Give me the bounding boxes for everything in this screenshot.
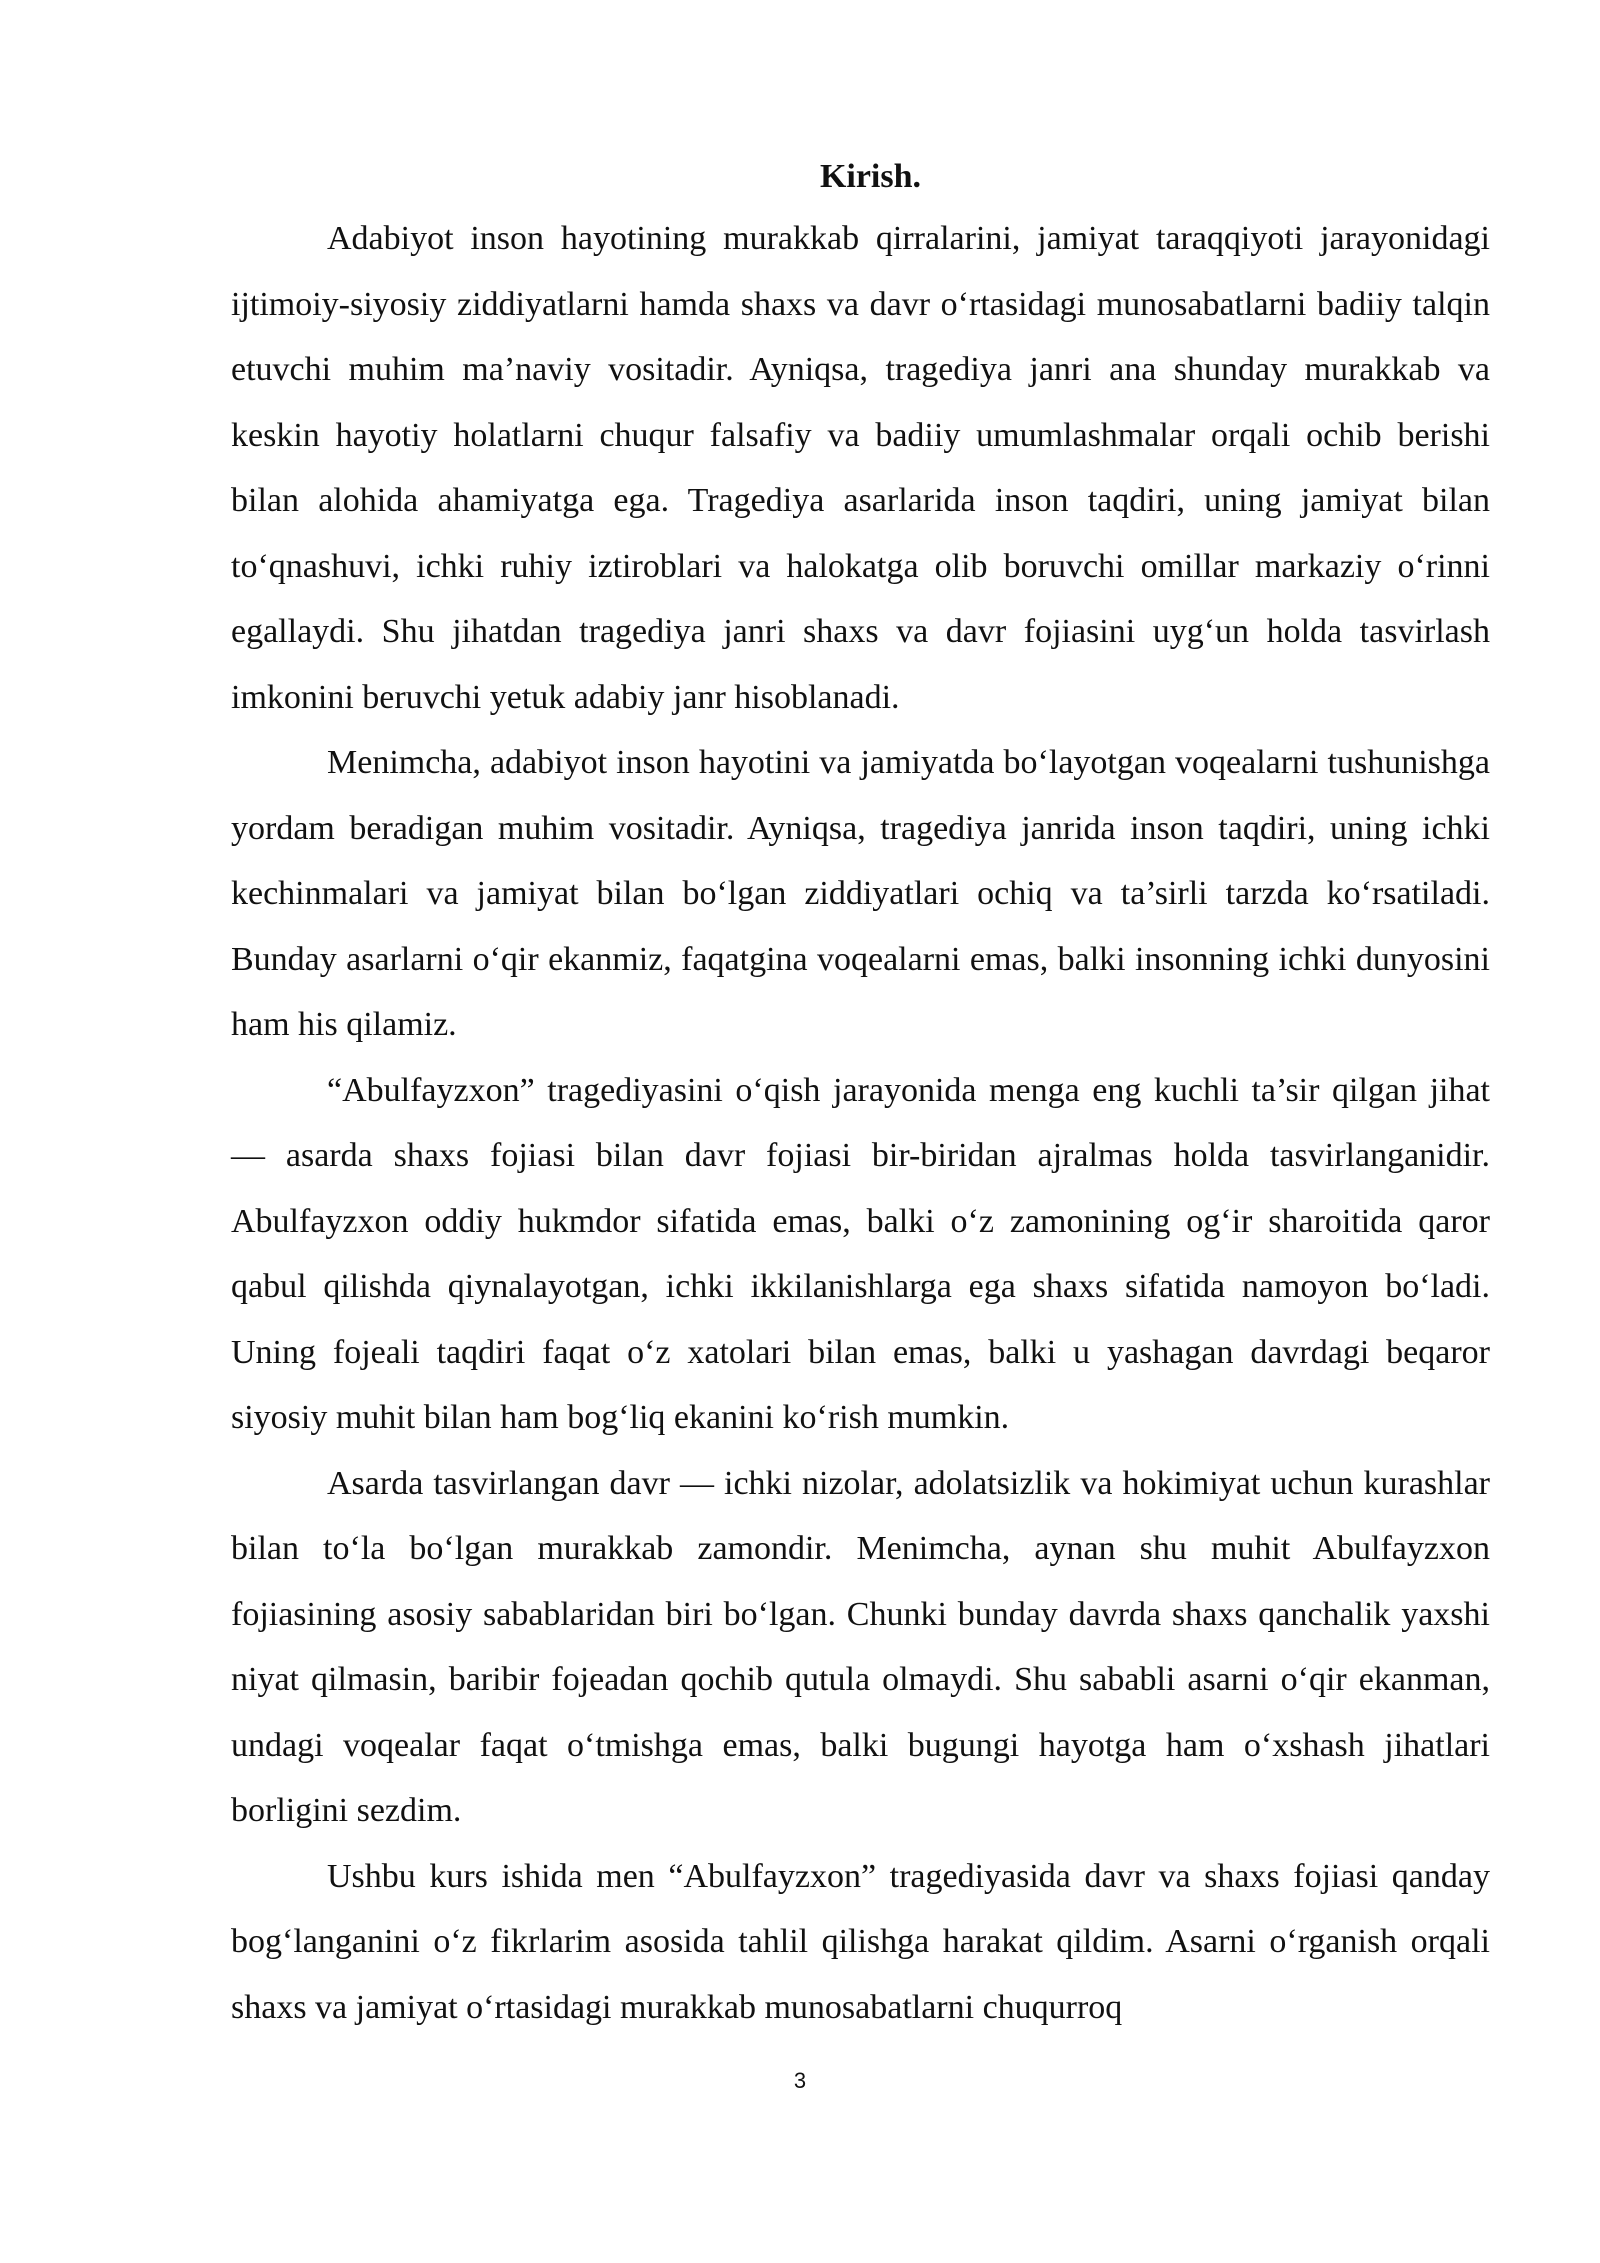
paragraph-4: Asarda tasvirlangan davr — ichki nizolar, adolatsizlik va hokimiyat uchun kurashlar bilan to‘la bo‘lgan murakkab zamondir. Menimcha, aynan shu muhit Abulfayzxon fojiasining asosiy sabablaridan biri bo‘lgan. Chunki bunday davrda shaxs qanchalik yaxshi niyat qilmasin, baribir fojeadan qochib qutula olmaydi. Shu sababli asarni o‘qir ekanman, undagi voqealar faqat o‘tmishga emas, balki bugungi hayotga ham o‘xshash jihatlari borligini sezdim.	[231, 1464, 1490, 1829]
paragraph-1: Adabiyot inson hayotining murakkab qirralarini, jamiyat taraqqiyoti jarayonidagi ijtimoiy-siyosiy ziddiyatlarni hamda shaxs va davr o‘rtasidagi munosabatlarni badiiy talqin etuvchi muhim ma’naviy vositadir. Ayniqsa, tragediya janri ana shunday murakkab va keskin hayotiy holatlarni chuqur falsafiy va badiiy umumlashmalar orqali ochib berishi bilan alohida ahamiyatga ega. Tragediya asarlarida inson taqdiri, uning jamiyat bilan to‘qnashuvi, ichki ruhiy iztiroblari va halokatga olib boruvchi omillar markaziy o‘rinni egallaydi. Shu jihatdan tragediya janri shaxs va davr fojiasini uyg‘un holda tasvirlash imkonini beruvchi yetuk adabiy janr hisoblanadi.	[231, 220, 1490, 716]
paragraph-3: “Abulfayzxon” tragediyasini o‘qish jarayonida menga eng kuchli ta’sir qilgan jihat — asarda shaxs fojiasi bilan davr fojiasi bir-biridan ajralmas holda tasvirlanganidir. Abulfayzxon oddiy hukmdor sifatida emas, balki o‘z zamonining og‘ir sharoitida qaror qabul qilishda qiynalayotgan, ichki ikkilanishlarga ega shaxs sifatida namoyon bo‘ladi. Uning fojeali taqdiri faqat o‘z xatolari bilan emas, balki u yashagan davrdagi beqaror siyosiy muhit bilan ham bog‘liq ekanini ko‘rish mumkin.	[231, 1071, 1490, 1436]
page-number: 3	[793, 2068, 807, 2093]
section-title: Kirish.	[819, 158, 922, 195]
page-body	[231, 148, 1490, 2040]
paragraph-5: Ushbu kurs ishida men “Abulfayzxon” tragediyasida davr va shaxs fojiasi qanday bog‘langanini o‘z fikrlarim asosida tahlil qilishga harakat qildim. Asarni o‘rganish orqali shaxs va jamiyat o‘rtasidagi murakkab munosabatlarni chuqurroq	[231, 1857, 1490, 2026]
paragraph-2: Menimcha, adabiyot inson hayotini va jamiyatda bo‘layotgan voqealarni tushunishga yordam beradigan muhim vositadir. Ayniqsa, tragediya janrida inson taqdiri, uning ichki kechinmalari va jamiyat bilan bo‘lgan ziddiyatlari ochiq va ta’sirli tarzda ko‘rsatiladi. Bunday asarlarni o‘qir ekanmiz, faqatgina voqealarni emas, balki insonning ichki dunyosini ham his qilamiz.	[231, 744, 1490, 1043]
